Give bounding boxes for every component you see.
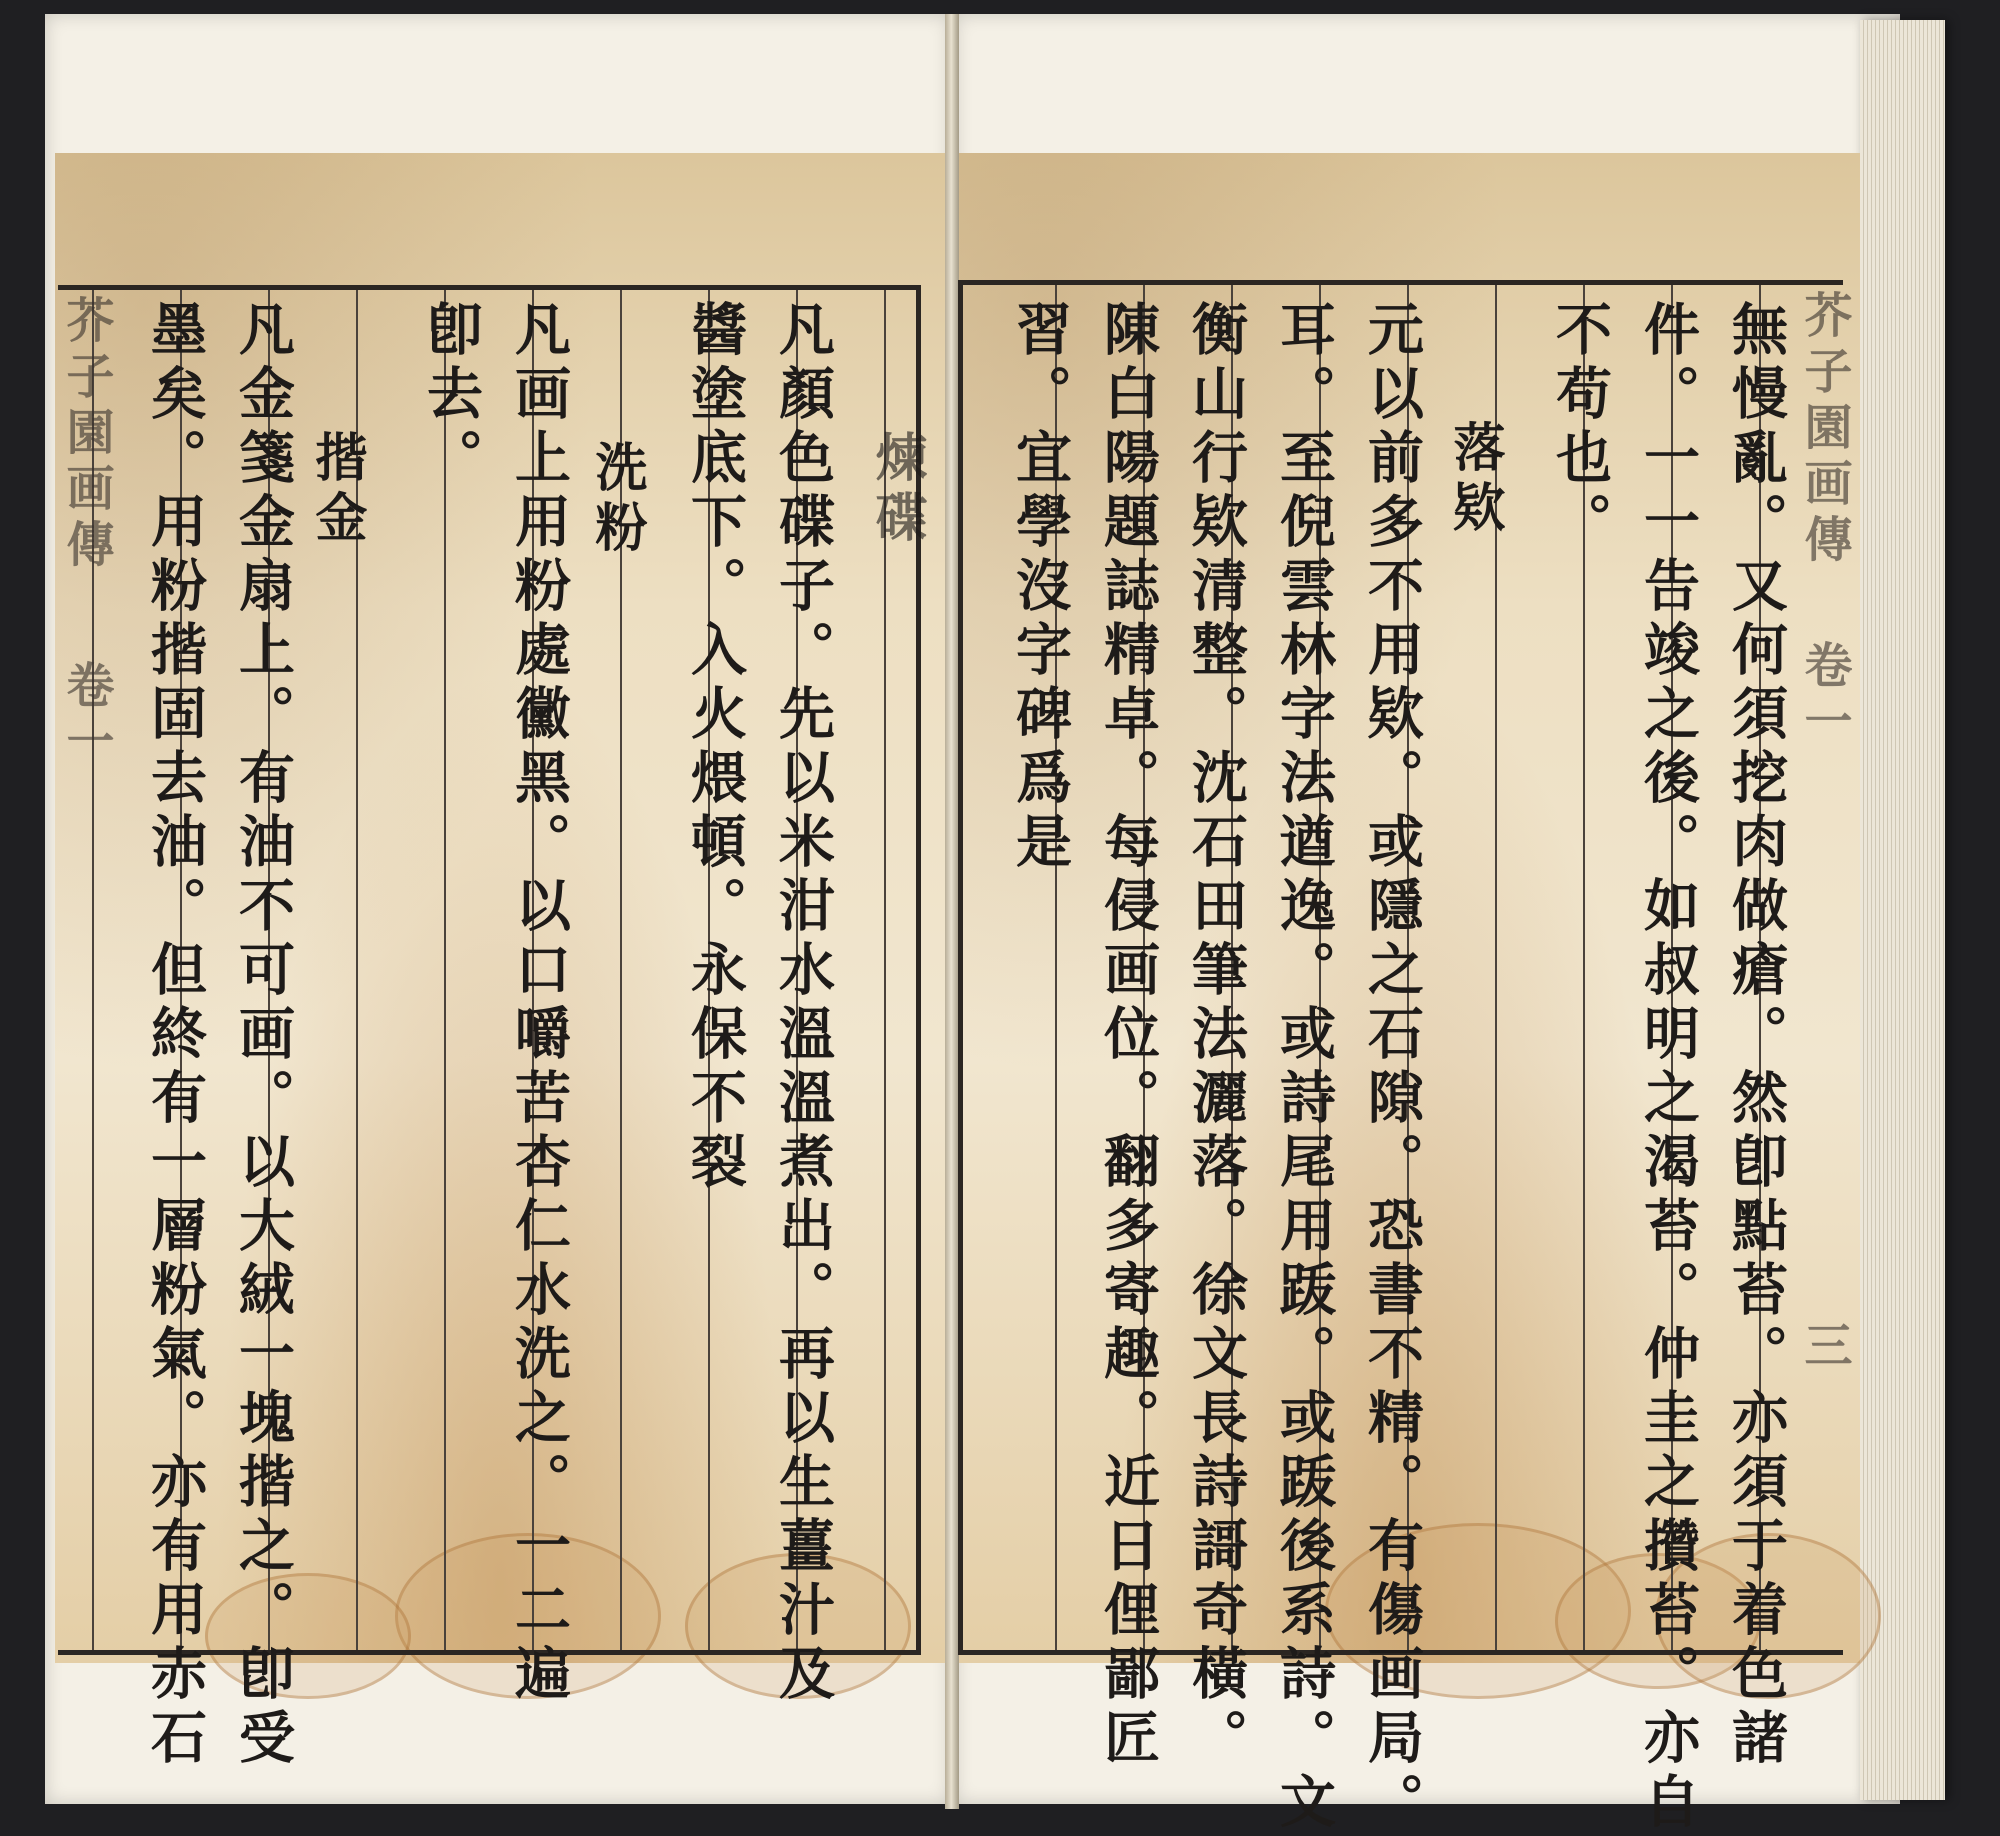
text-column: 醬塗底下。入火煨頓。永保不裂 [682,300,748,1196]
text-column: 墨矣。用粉揩固去油。但終有一層粉氣。亦有用赤石 [142,300,208,1772]
margin-volume: 卷一 [58,660,114,772]
section-heading: 揩金 [306,430,367,550]
text-column: 習。宜學沒字碑爲是 [1007,300,1073,876]
text-column: 凡画上用粉處黴黑。以口嚼苦杏仁水洗之。一二遍 [506,300,572,1708]
text-column: 衡山行欵清整。沈石田筆法灑落。徐文長詩謌奇橫。 [1183,300,1249,1772]
text-column: 無慢亂。又何須挖肉做瘡。然卽點苔。亦須于着色諸 [1723,300,1789,1772]
text-column: 件。一一告竣之後。如叔明之渴苔。仲圭之攢苔。亦自 [1635,300,1701,1836]
margin-volume: 卷一 [1796,640,1852,752]
text-column: 元以前多不用欵。或隱之石隙。恐書不精。有傷画局。 [1359,300,1425,1836]
text-column: 不苟也。 [1547,300,1613,556]
book-gutter [945,14,959,1809]
text-column: 凡顏色碟子。先以米泔水溫溫煮出。再以生薑汁及 [770,300,836,1708]
section-heading: 洗粉 [586,440,647,560]
margin-book-title: 芥子園画傳 [1796,290,1852,570]
text-column: 卽去。 [418,300,484,492]
text-column: 凡金箋金扇上。有油不可画。以大絨一塊揩之。卽受 [230,300,296,1772]
text-column: 耳。至倪雲林字法遒逸。或詩尾用䟦。或䟦後系詩。文 [1271,300,1337,1836]
text-column: 陳白陽題誌精卓。每侵画位。翻多寄趣。近日俚鄙匠 [1095,300,1161,1772]
margin-book-title: 芥子園画傳 [58,295,114,575]
section-heading: 落欵 [1444,420,1505,540]
folio-number: 三 [1796,1320,1852,1376]
section-heading: 煉碟 [866,430,927,550]
page-edges [1860,20,1945,1800]
